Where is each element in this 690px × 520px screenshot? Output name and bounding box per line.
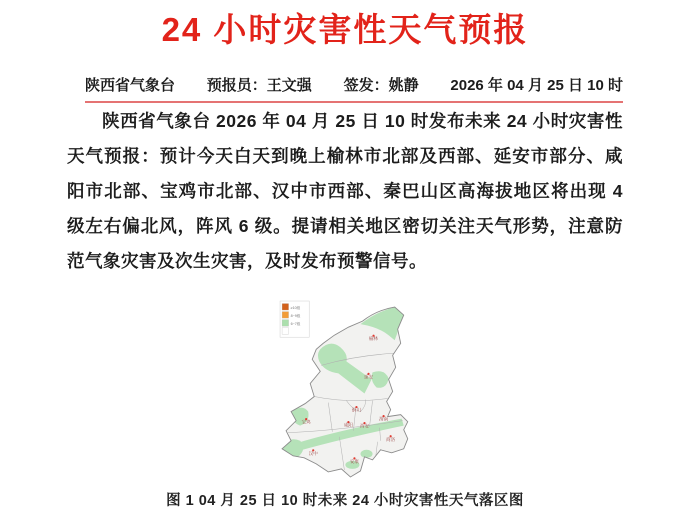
legend-swatch <box>282 320 289 327</box>
city-label: 宝鸡 <box>301 419 311 425</box>
figure-caption: 图 1 04 月 25 日 10 时未来 24 小时灾害性天气落区图 <box>166 493 524 509</box>
city-label: 渭南 <box>379 416 389 422</box>
shaanxi-map-image <box>276 299 452 485</box>
issuer-line <box>85 74 623 103</box>
city-label: 榆林 <box>369 336 379 342</box>
city-label: 汉中 <box>308 450 318 456</box>
city-label: 铜川 <box>351 407 361 413</box>
map-legend <box>280 301 309 337</box>
legend-label: 6~7级 <box>290 321 301 326</box>
legend-swatch <box>282 304 289 311</box>
forecast-paragraph: 陕西省气象台 2026 年 04 月 25 日 10 时发布未来 24 小时灾害性天气预报：预计今天白天到晚上榆林市北部及西部、延安市部分、咸阳市北部、宝鸡市北部、汉中市西部、秦巴山区高海拔地区将出现 4 级左右偏北风，阵风 6 级。提请相关地区密切关注天气形势，注意防范气象灾害及次生灾害，及时发布预警信号。 <box>67 111 623 271</box>
legend-swatch <box>282 328 289 335</box>
agency-name: 陕西省气象台 <box>85 77 176 94</box>
city-label: 西安 <box>359 423 370 429</box>
legend-label: 8~9级 <box>290 313 301 318</box>
forecaster-name: 预报员：王文强 <box>206 77 312 94</box>
page-title: 24 小时灾害性天气预报 <box>161 11 529 48</box>
city-label: 咸阳 <box>343 422 353 428</box>
city-label: 安康 <box>349 458 359 464</box>
signer-name: 签发：姚静 <box>343 77 419 94</box>
issue-datetime: 2026 年 04 月 25 日 10 时 <box>450 77 623 94</box>
city-label: 商洛 <box>386 436 396 442</box>
legend-swatch <box>282 312 289 319</box>
city-label: 延安 <box>364 374 374 380</box>
legend-label: ≥10级 <box>290 305 301 310</box>
forecast-map <box>276 299 452 485</box>
